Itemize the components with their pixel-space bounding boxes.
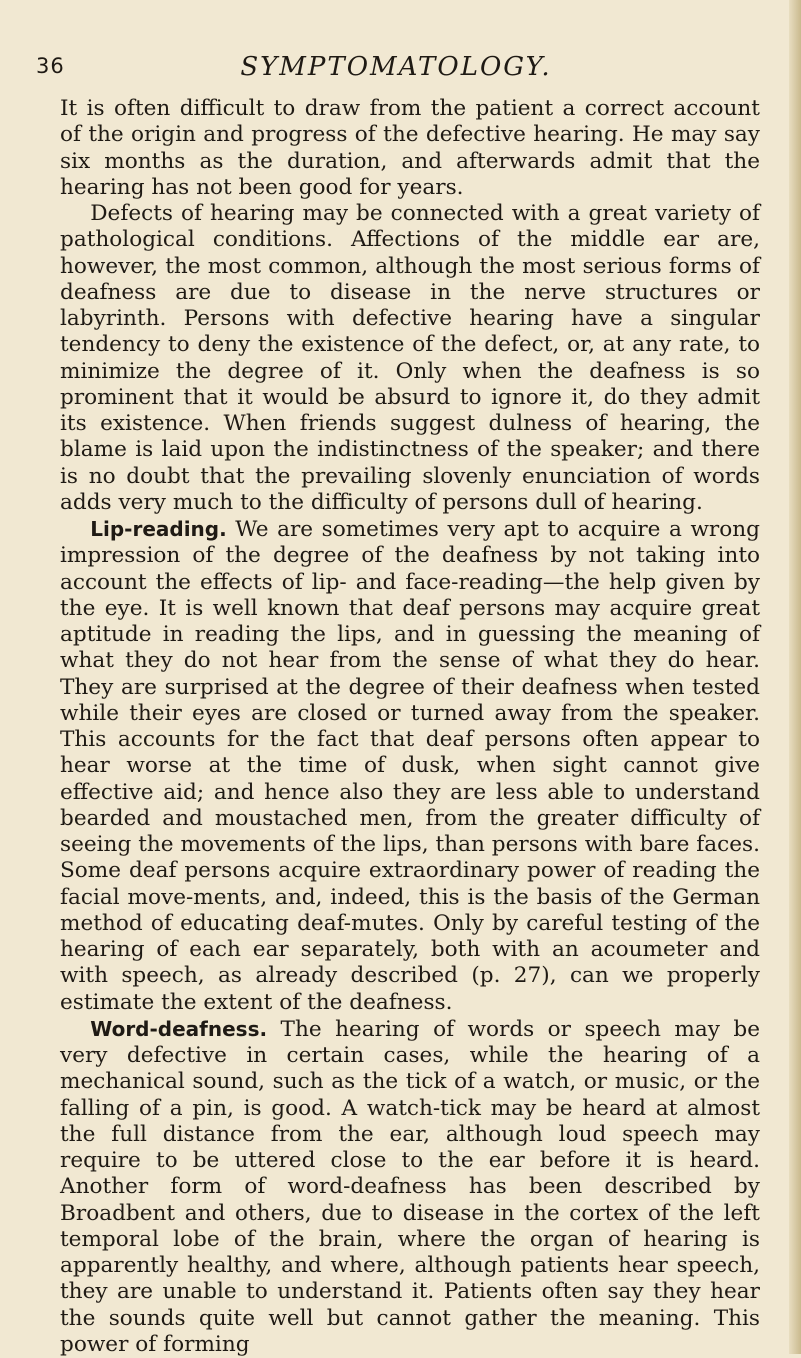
paragraph-lip-reading [60,516,760,1016]
page-header [36,50,756,90]
page-number: 36 [36,54,65,78]
running-head: SYMPTOMATOLOGY. [240,52,552,82]
paragraph-text: The hearing of words or speech may be very defective in certain cases, while the hearing of a mechanical sound, such as the tick of a watch, or music, or the falling of a pin, is good. A watch-tick may be heard at almost the full distance from the ear, although loud speech may require to be uttered close to the ear before it is heard. Another form of word-deafness has been described by Broadbent and others, due to disease in the cortex of the left temporal lobe of the brain, where the organ of hearing is apparently healthy, and where, although patients hear speech, they are unable to understand it. Patients often say they hear the sounds quite well but cannot gather the meaning. This power of forming [60,1016,760,1357]
paragraph-text: Defects of hearing may be connected with a great variety of pathological conditions. Affections of the middle ear are, however, the most common, although the most serious forms of deafness are due to disease in the nerve structures or labyrinth. Persons with defective hearing have a singular tendency to deny the existence of the defect, or, at any rate, to minimize the degree of it. Only when the deafness is so prominent that it would be absurd to ignore it, do they admit its existence. When friends suggest dulness of hearing, the blame is laid upon the indistinctness of the speaker; and there is no doubt that the prevailing slovenly enunciation of words adds very much to the difficulty of persons dull of hearing. [60,201,760,515]
section-heading-word-deafness: Word-deafness. [90,1016,268,1041]
section-heading-lip-reading: Lip-reading. [90,517,227,541]
paragraph-text: We are sometimes very apt to acquire a wrong impression of the degree of the deafness by not taking into account the effects of lip- and face-reading—the help given by the eye. It is well known that deaf persons may acquire great aptitude in reading the lips, and in guessing the meaning of what they do not hear from the sense of what they do hear. They are surprised at the degree of their deafness when tested while their eyes are closed or turned away from the speaker. This accounts for the fact that deaf persons often appear to hear worse at the time of dusk, when sight cannot give effective aid; and hence also they are less able to understand bearded and moustached men, from the greater difficulty of seeing the movements of the lips, than persons with bare faces. Some deaf persons acquire extraordinary power of reading the facial move-ments, and, indeed, this is the basis of the German method of educating deaf-mutes. Only by careful testing of the hearing of each ear separately, both with an acoumeter and with speech, as already described (p. 27), can we properly estimate the extent of the deafness. [60,517,760,1015]
page-edge-shadow [789,0,801,1354]
paragraph-text: It is often difficult to draw from the patient a correct account of the origin and progress of the defective hearing. He may say six months as the duration, and afterwards admit that the hearing has not been good for years. [60,96,760,200]
body-text [60,96,760,1358]
paragraph-history [60,96,760,201]
paragraph-defects [60,201,760,516]
paragraph-word-deafness [60,1016,760,1358]
